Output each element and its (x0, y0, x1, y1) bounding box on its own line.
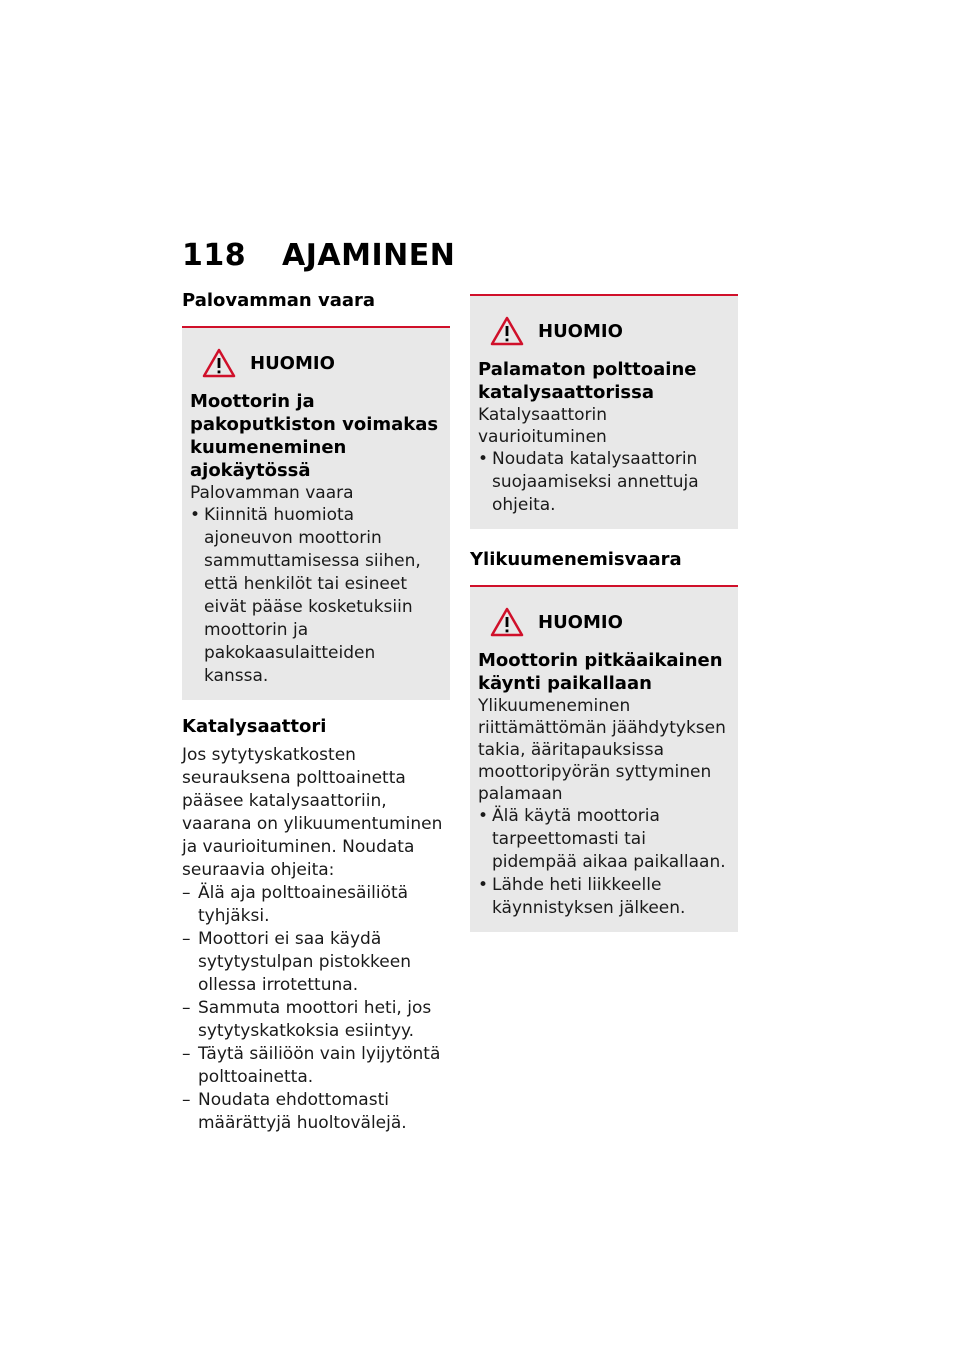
warning-label: HUOMIO (250, 352, 335, 374)
warning-triangle-icon (202, 348, 236, 378)
page-number: 118 (182, 238, 247, 273)
warning-label: HUOMIO (538, 611, 623, 633)
warning-title: Palamaton polttoaine katalysaattorissa (478, 359, 697, 403)
list-item: – Noudata ehdottomasti määrättyjä huoltovälejä. (182, 1089, 450, 1135)
list-item: • Noudata katalysaattorin suojaamiseksi annettuja ohjeita. (478, 448, 730, 517)
section-title-palovamma: Palovamman vaara (182, 290, 376, 311)
page-header (182, 238, 455, 273)
warning-header (490, 605, 730, 639)
warning-subtitle: Palovamman vaara (190, 483, 354, 503)
right-column (470, 294, 738, 932)
warning-title: Moottorin pitkäaikainen käynti paikallaan (478, 650, 723, 694)
list-item: • Lähde heti liikkeelle käynnistyksen jälkeen. (478, 874, 730, 920)
warning-triangle-icon (490, 607, 524, 637)
list-item: – Älä aja polttoainesäiliötä tyhjäksi. (182, 882, 450, 928)
list-item: • Kiinnitä huomiota ajoneuvon moottorin sammuttamisessa siihen, että henkilöt tai esineet eivät pääse kosketuksiin moottorin ja pakokaasulaitteiden kanssa. (190, 504, 442, 688)
warning-bullets (190, 504, 442, 688)
instruction-list (182, 882, 450, 1135)
left-column (182, 290, 450, 1135)
warning-box-ylikuumeneminen (470, 585, 738, 932)
warning-title: Moottorin ja pakoputkiston voimakas kuumeneminen ajokäytössä (190, 391, 439, 481)
section-title-ylikuumeneminen: Ylikuumenemisvaara (470, 549, 682, 570)
warning-bullets (478, 448, 730, 517)
list-item: – Sammuta moottori heti, jos sytytyskatkoksia esiintyy. (182, 997, 450, 1043)
warning-box-palovamma (182, 326, 450, 700)
list-item: – Moottori ei saa käydä sytytystulpan pistokkeen ollessa irrotettuna. (182, 928, 450, 997)
warning-subtitle: Katalysaattorin vaurioituminen (478, 405, 608, 447)
body-paragraph: Jos sytytyskatkosten seurauksena polttoainetta pääsee katalysaattoriin, vaarana on ylikuumentuminen ja vaurioituminen. Noudata seuraavia ohjeita: (182, 745, 443, 880)
section-title-katalysaattori: Katalysaattori (182, 716, 327, 737)
list-item: • Älä käytä moottoria tarpeettomasti tai pidempää aikaa paikallaan. (478, 805, 730, 874)
warning-label: HUOMIO (538, 320, 623, 342)
warning-box-katalysaattori (470, 294, 738, 529)
warning-bullets (478, 805, 730, 920)
warning-header (202, 346, 442, 380)
list-item: – Täytä säiliöön vain lyijytöntä polttoainetta. (182, 1043, 450, 1089)
warning-header (490, 314, 730, 348)
chapter-title: AJAMINEN (282, 238, 456, 273)
warning-triangle-icon (490, 316, 524, 346)
warning-subtitle: Ylikuumeneminen riittämättömän jäähdytyksen takia, ääritapauksissa moottoripyörän syttyminen palamaan (478, 696, 726, 804)
